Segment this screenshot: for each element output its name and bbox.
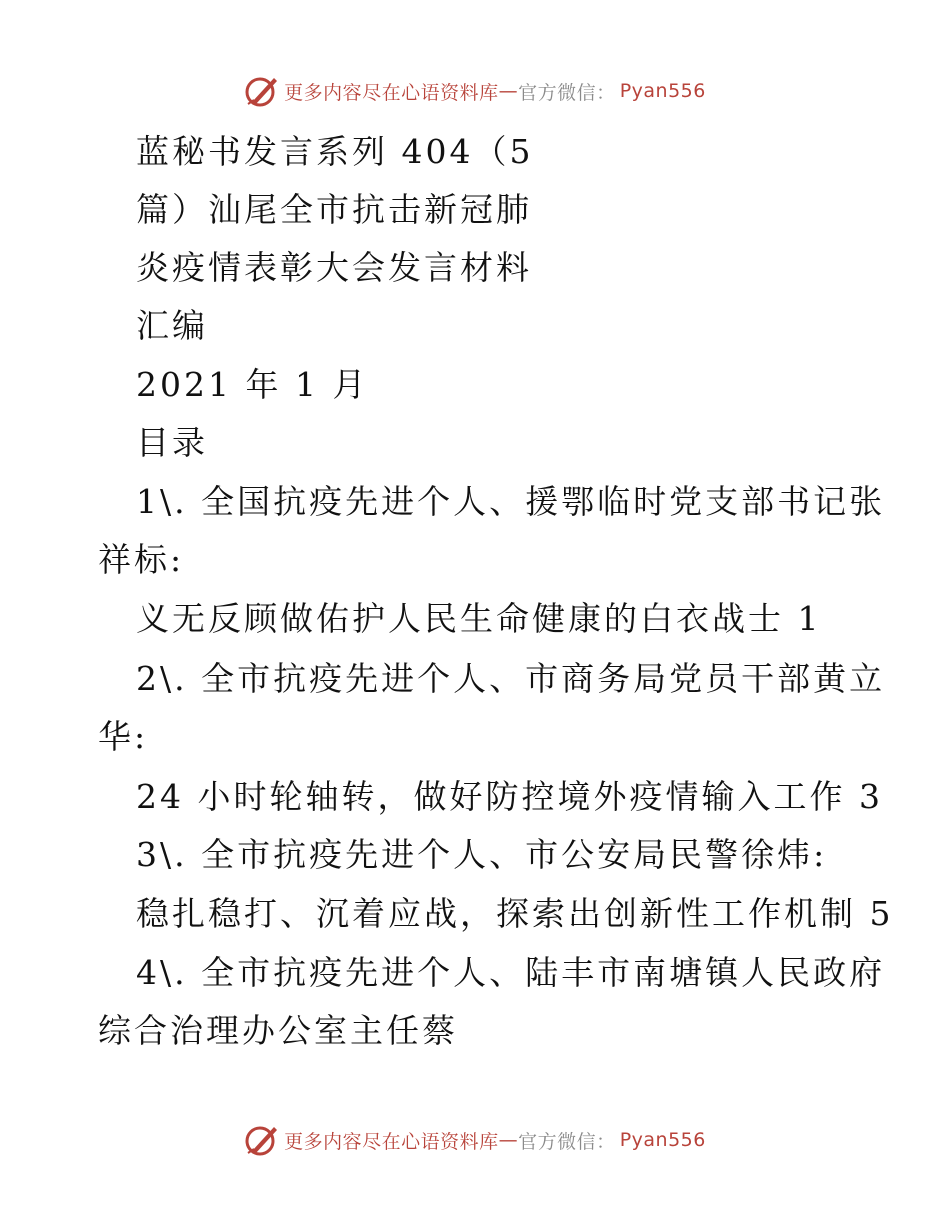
quill-logo-icon [244,74,280,108]
toc-line: 2\. 全市抗疫先进个人、市商务局党员干部黄立 [136,659,886,698]
watermark-site-text: 更多内容尽在心语资料库 [284,81,499,104]
doc-date: 2021 年 1 月 [136,365,369,404]
watermark-handle: Pyan556 [619,1129,706,1151]
doc-title-line-1: 蓝秘书发言系列 404（5 [136,132,534,171]
watermark-dash: — [498,80,519,102]
toc-line: 1\. 全国抗疫先进个人、援鄂临时党支部书记张 [136,482,886,521]
toc-line: 3\. 全市抗疫先进个人、市公安局民警徐炜: [136,835,828,874]
doc-title-line-2: 篇）汕尾全市抗击新冠肺 [136,190,532,229]
watermark-official-label: 官方微信： [518,1130,616,1153]
toc-line: 义无反顾做佑护人民生命健康的白衣战士 1 [136,599,822,638]
toc-line: 4\. 全市抗疫先进个人、陆丰市南塘镇人民政府 [136,953,886,992]
watermark-footer [0,1123,950,1157]
quill-logo-icon [244,1123,280,1157]
toc-line: 24 小时轮轴转，做好防控境外疫情输入工作 3 [136,777,883,816]
doc-title-line-4: 汇编 [136,306,208,345]
watermark-site-text: 更多内容尽在心语资料库 [284,1130,499,1153]
toc-line: 稳扎稳打、沉着应战，探索出创新性工作机制 5 [136,894,894,933]
watermark-official-label: 官方微信： [518,81,616,104]
watermark-header [0,74,950,108]
doc-title-line-3: 炎疫情表彰大会发言材料 [136,248,532,287]
toc-line: 祥标: [98,540,185,579]
toc-heading: 目录 [136,423,208,462]
watermark-handle: Pyan556 [619,80,706,102]
watermark-dash: — [498,1129,519,1151]
toc-line: 华: [98,717,149,756]
toc-line: 综合治理办公室主任蔡 [98,1011,458,1050]
